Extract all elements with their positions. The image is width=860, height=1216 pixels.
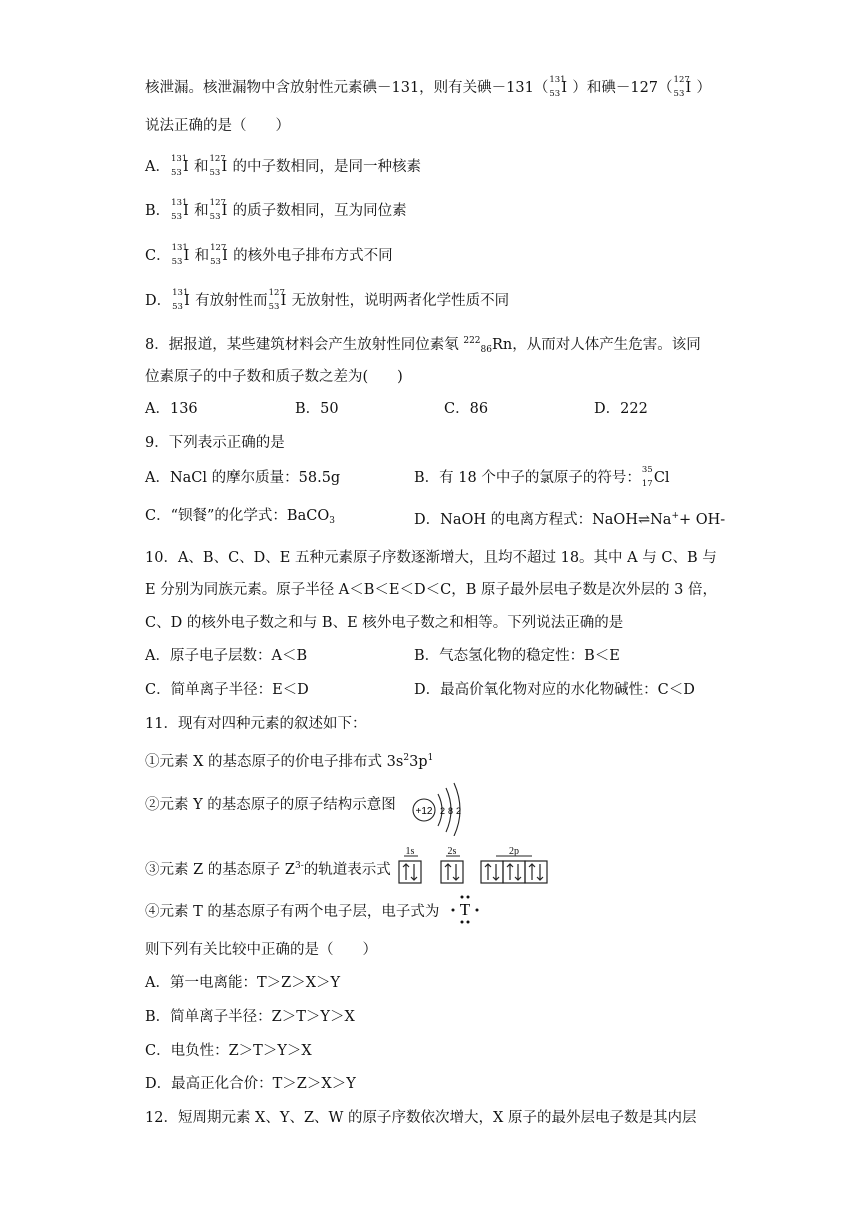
q11-option-c: C．电负性：Z＞T＞Y＞X — [145, 1043, 312, 1059]
q8-option-d: D．222 — [594, 401, 648, 417]
q11-stem: 11．现有对四种元素的叙述如下： — [145, 716, 367, 732]
q8-option-c: C．86 — [444, 401, 489, 417]
q8-atomic-number: 86 — [480, 345, 492, 355]
q9-option-a: A．NaCl 的摩尔质量：58.5g — [145, 470, 341, 486]
q7-stem-text-b: ）和碘－127（ — [572, 80, 673, 96]
shell-1-label: 2 — [440, 806, 446, 816]
q7-option-b: B． 131 53 I 和 127 53 I 的质子数相同，互为同位素 — [145, 198, 407, 222]
q12-stem-line1: 12．短周期元素 X、Y、Z、W 的原子序数依次增大，X 原子的最外层电子数是其内层 — [145, 1110, 697, 1126]
iodine-131-symbol: 131 53 I — [170, 154, 189, 178]
q7-stem-line1 — [145, 75, 712, 99]
q8-mass-number: 222 — [463, 336, 481, 346]
iodine-127-symbol: 127 53 I — [209, 154, 228, 178]
q10-stem-line1: 10．A、B、C、D、E 五种元素原子序数逐渐增大，且均不超过 18。其中 A 与 C、B 与 — [145, 550, 717, 566]
q10-stem-line2: E 分别为同族元素。原子半径 A＜B＜E＜D＜C，B 原子最外层电子数是次外层的 3 倍， — [145, 582, 717, 598]
orbital-diagram — [396, 843, 552, 887]
chlorine-35-symbol: 35 17 Cl — [641, 465, 670, 489]
q11-item-1: ①元素 X 的基态原子的价电子排布式 $3s^23p^1$ — [145, 753, 434, 770]
q7-option-d: D． 131 53 I 有放射性而 127 53 I 无放射性，说明两者化学性质不同 — [145, 288, 510, 312]
atomic-structure-diagram — [404, 780, 468, 836]
q7-stem-text-c: ） — [696, 80, 712, 96]
orbital-label-2s: 2s — [447, 846, 457, 857]
electron-dot-symbol: T — [459, 900, 471, 919]
iodine-131-symbol: 131 53 I — [549, 75, 568, 99]
iodine-127-symbol: 127 53 I — [673, 75, 692, 99]
iodine-131-symbol: 131 53 I — [171, 243, 190, 267]
nucleus-charge-label: +12 — [415, 806, 433, 817]
q8-option-b: B．50 — [295, 401, 339, 417]
q10-option-c: C．简单离子半径：E＜D — [145, 682, 309, 698]
iodine-127-symbol: 127 53 I — [210, 243, 228, 267]
q7-option-a: A． 131 53 I 和 127 53 I 的中子数相同，是同一种核素 — [145, 154, 421, 178]
q10-option-a: A．原子电子层数：A＜B — [145, 648, 308, 664]
q7-stem-line2: 说法正确的是（ ） — [145, 118, 290, 134]
q11-option-d: D．最高正化合价：T＞Z＞X＞Y — [145, 1076, 356, 1092]
q9-option-c: C．“钡餐”的化学式：BaCO$_3$ — [145, 508, 335, 526]
q11-item-2: ②元素 Y 的基态原子的原子结构示意图 — [145, 797, 396, 813]
q11-option-a: A．第一电离能：T＞Z＞X＞Y — [145, 975, 341, 991]
shell-3-label: 2 — [456, 806, 462, 816]
q8-stem-line2: 位素原子的中子数和质子数之差为( ) — [145, 369, 403, 385]
q11-item-3: ③元素 Z 的基态原子 $Z^{3-}$的轨道表示式 — [145, 861, 391, 878]
q10-option-d: D．最高价氧化物对应的水化物碱性：C＜D — [414, 682, 695, 698]
q9-option-b: B．有 18 个中子的氯原子的符号： 35 17 Cl — [414, 468, 673, 488]
orbital-label-2p: 2p — [509, 846, 519, 857]
q10-stem-line3: C、D 的核外电子数之和与 B、E 核外电子数之和相等。下列说法正确的是 — [145, 615, 624, 631]
q11-conclusion: 则下列有关比较中正确的是（ ） — [145, 942, 377, 958]
q8-element-symbol: Rn — [491, 337, 513, 353]
q8-option-a: A．136 — [145, 401, 198, 417]
q11-item-4: ④元素 T 的基态原子有两个电子层，电子式为 — [145, 904, 440, 920]
electron-dot-diagram — [450, 893, 480, 925]
q9-stem: 9．下列表示正确的是 — [145, 435, 285, 451]
shell-2-label: 8 — [448, 806, 454, 816]
q8-stem-line1: 8．据报道，某些建筑材料会产生放射性同位素氡 $^{222}_{86}$Rn，从而对人体产生危害。该同 — [145, 336, 701, 355]
iodine-131-symbol: 131 53 I — [172, 288, 190, 312]
q11-option-b: B．简单离子半径：Z＞T＞Y＞X — [145, 1009, 355, 1025]
iodine-127-symbol: 127 53 I — [268, 288, 287, 312]
q9-option-d: D．NaOH 的电离方程式：NaOH⇌Na++ OH- — [414, 511, 726, 528]
q7-option-c: C． 131 53 I 和 127 53 I 的核外电子排布方式不同 — [145, 243, 393, 267]
q7-stem-text-a: 核泄漏。核泄漏物中含放射性元素碘－131，则有关碘－131（ — [145, 80, 549, 96]
iodine-131-symbol: 131 53 I — [171, 198, 189, 222]
q10-option-b: B．气态氢化物的稳定性：B＜E — [414, 648, 620, 664]
iodine-127-symbol: 127 53 I — [209, 198, 228, 222]
orbital-label-1s: 1s — [405, 846, 415, 857]
